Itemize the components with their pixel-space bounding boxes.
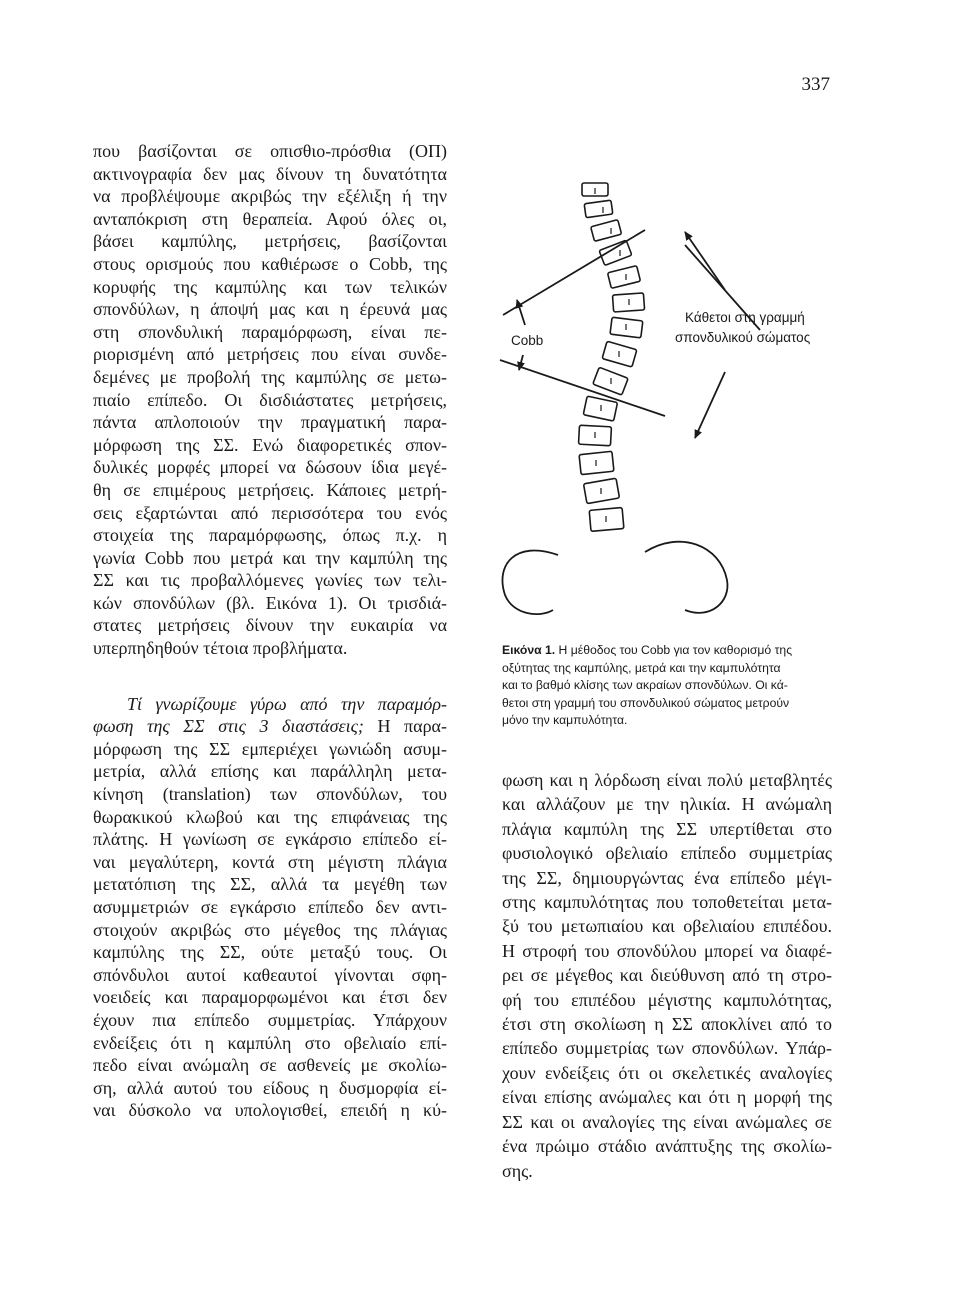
text-line: και αλλάζουν με την ηλικία. Η ανώμαλη	[502, 794, 832, 815]
text-line: πλάγια καμπύλη της ΣΣ υπερτίθεται στο	[502, 818, 832, 839]
perpendicular-arrow-upper	[685, 232, 725, 290]
text-line: ρει σε μέγεθος και διεύθυνση από τη στρο-	[502, 965, 832, 986]
text-line: φωση και η λόρδωση είναι πολύ μεταβλητές	[502, 770, 832, 790]
text-line: φή του επιπέδου μέγιστης καμπυλότητας,	[502, 989, 832, 1010]
text-line: ασυμμετριών σε εγκάρσιο επίπεδο δεν αντι-	[93, 897, 447, 917]
text-line: πλάτης. Η γωνίωση σε εγκάρσιο επίπεδο εί-	[93, 829, 447, 850]
text-line: ενδείξεις ότι η καμπύλη στο οβελιαίο επί-	[93, 1032, 447, 1053]
text-line: πιαίο επίπεδο. Οι δισδιάστατες μετρήσεις,	[93, 389, 447, 410]
cobb-label: Cobb	[511, 333, 544, 348]
section-question-line: Τί γνωρίζουμε γύρω από την παραμόρ-	[127, 693, 447, 714]
text-line: σεις εξαρτώνται από περισσότερα του ενός	[93, 502, 447, 523]
text-line: κορυφής της καμπύλης και των τελικών	[93, 276, 447, 297]
text-line: επίπεδο συμμετρίας των σπονδύλων. Υπάρ-	[502, 1038, 832, 1059]
vertebra	[591, 220, 622, 242]
perpendicular-label-line1: Κάθετοι στη γραμμή	[685, 310, 805, 325]
text-line: έχουν πια επίπεδο συμμετρίας. Υπάρχουν	[93, 1009, 447, 1030]
text-line: μετρία, αλλά επίσης και παράλληλη μετα-	[93, 761, 447, 782]
spine-diagram	[495, 170, 840, 630]
text-fragment: Η παρα-	[363, 716, 447, 737]
vertebra	[583, 396, 617, 421]
text-line: σης.	[502, 1160, 533, 1181]
text-line: στοιχούν ακριβώς στο μέγεθος της πλάγιας	[93, 919, 447, 940]
text-line: χουν ενδείξεις ότι οι σκελετικές αναλογίες	[502, 1062, 832, 1083]
text-line: ναι δύσκολο να υπολογισθεί, επειδή η κύ-	[93, 1100, 447, 1121]
text-line: είναι επίσης ανώμαλες και ότι η μορφή της	[502, 1087, 832, 1108]
text-line: ένα πρώιμο στάδιο ανάπτυξης της σκολίω-	[502, 1136, 832, 1157]
text-line: θη σε επιμέρους μετρήσεις. Κάποιες μετρή-	[93, 479, 447, 500]
text-line: Η στροφή του σπονδύλου μπορεί να διαφέ-	[502, 940, 832, 961]
text-line: δυλικές μορφές μπορεί να δώσουν ίδια μεγέ-	[93, 457, 447, 478]
lower-end-vertebra-line	[500, 360, 665, 416]
caption-text: Η μέθοδος του Cobb για τον καθορισμό της	[555, 643, 793, 657]
text-line: ανταπόκριση στη θεραπεία. Αφού όλες οι,	[93, 208, 447, 229]
section-question-text: φωση της ΣΣ στις 3 διαστάσεις;	[93, 716, 364, 737]
text-line: ακτινογραφία δεν μας δίνουν τη δυνατότητα	[93, 163, 447, 184]
pelvis-outline	[502, 542, 727, 614]
paragraph-1	[93, 140, 447, 660]
caption-title: Εικόνα 1.	[502, 643, 556, 657]
caption-line: και το βαθμό κλίσης των ακραίων σπονδύλων. Οι κά-	[502, 678, 788, 692]
text-line: στοιχεία της παραμόρφωσης, όπως π.χ. η	[93, 525, 447, 546]
text-line: μόρφωση της ΣΣ εμπεριέχει γωνιώδη ασυμ-	[93, 738, 447, 759]
text-line: φυσιολογικό οβελιαίο επίπεδο συμμετρίας	[502, 843, 832, 864]
text-line: της ΣΣ, δημιουργώντας ένα επίπεδο μέγι-	[502, 867, 832, 888]
text-line: ΣΣ και τις προβαλλόμενες γωνίες των τελι-	[93, 570, 447, 591]
page-number: 337	[801, 74, 830, 95]
vertebra	[608, 266, 641, 289]
perpendicular-line-lower	[695, 372, 725, 438]
text-line: στατες μετρήσεις δίνουν την ευκαιρία να	[93, 615, 447, 636]
caption-line: θετοι στη γραμμή του σπονδυλικού σώματος μετρούν	[502, 695, 790, 710]
paragraph-2	[93, 693, 447, 1122]
caption-line: μόνο την καμπυλότητα.	[502, 713, 628, 727]
text-line: στης καμπυλότητας που τοποθετείται μετα-	[502, 892, 832, 913]
figure-cobb-method	[495, 170, 840, 630]
right-column	[502, 768, 832, 1183]
text-line: ΣΣ και οι αναλογίες της είναι ανώμαλες σε	[502, 1111, 832, 1132]
text-line: ση, αλλά αυτού του είδους η δυσμορφία εί-	[93, 1077, 447, 1098]
text-line: υπερπηδηθούν τέτοια προβλήματα.	[93, 638, 348, 659]
text-line: να προβλέψουμε ακριβώς την εξέλιξη ή την	[93, 186, 447, 207]
text-line: μετατόπιση της ΣΣ, αλλά τα μεγέθη των	[93, 874, 447, 895]
caption-line: οξύτητας της καμπύλης, μετρά και την καμπυλότητα	[502, 660, 781, 675]
text-line: σπονδύλων, η άποψή μας και η έρευνά μας	[93, 299, 447, 320]
text-line: θωρακικού κλωβού και της επιφάνειας της	[93, 806, 447, 827]
text-line: καμπύλης της ΣΣ, ούτε μεταξύ τους. Οι	[93, 942, 447, 963]
text-line: ριορισμένη από μετρήσεις που είναι συνδε-	[93, 344, 447, 365]
perpendicular-label-line2: σπονδυλικού σώματος	[675, 330, 811, 345]
text-line: ξύ του μετωπιαίου και οβελιαίου επιπέδου.	[502, 916, 832, 937]
figure-caption	[502, 642, 838, 730]
text-line: ναι μεγαλύτερη, κοντά στη μέγιστη πλάγια	[93, 851, 447, 872]
text-line: πεδο είναι ανώμαλη σε ασθενείς με σκολίω-	[93, 1055, 447, 1076]
text-line: δεμένες με προβολή της καμπύλης σε μετω-	[93, 366, 447, 387]
vertebra	[584, 200, 613, 218]
text-line: νοειδείς και παραμορφωμένοι και έτσι δεν	[93, 987, 447, 1008]
text-line: στους ορισμούς που καθιέρωσε ο Cobb, της	[93, 253, 447, 274]
left-column	[93, 140, 447, 1122]
text-line: πάντα απλοποιούν την πραγματική παρα-	[93, 412, 447, 433]
text-line: γωνία Cobb που μετρά και την καμπύλη της	[93, 547, 447, 568]
text-line: στη σπονδυλική παραμόρφωση, είναι πε-	[93, 321, 447, 342]
text-line: βάσει καμπύλης, μετρήσεις, βασίζονται	[93, 231, 447, 252]
text-line: που βασίζονται σε οπισθιο-πρόσθια (ΟΠ)	[93, 141, 447, 161]
text-line: κίνηση (translation) των σπονδύλων, του	[93, 784, 447, 805]
section-question-line	[93, 715, 447, 738]
text-line: κών σπονδύλων (βλ. Εικόνα 1). Οι τρισδιά-	[93, 592, 447, 613]
text-line: σπόνδυλοι αυτοί καθεαυτοί γίνονται σφη-	[93, 964, 447, 985]
text-line: μόρφωση της ΣΣ. Ενώ διαφορετικές σπον-	[93, 434, 447, 455]
vertebra	[599, 240, 632, 265]
text-line: έτσι στη σκολίωση η ΣΣ αποκλίνει από το	[502, 1014, 832, 1035]
